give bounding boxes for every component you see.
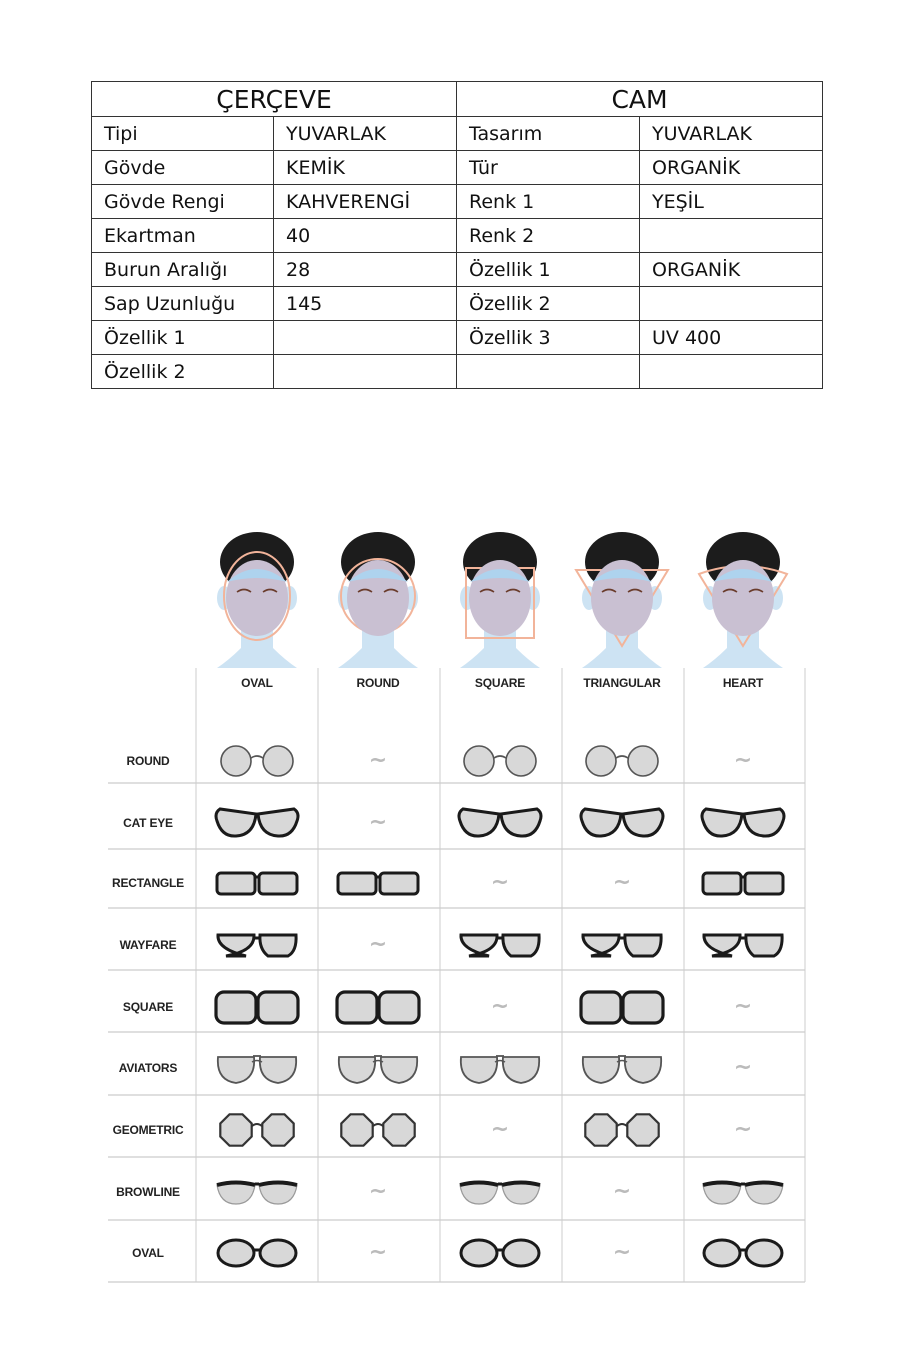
lens [263, 746, 293, 776]
lens [503, 1240, 539, 1266]
cateye-glasses-icon [581, 809, 663, 836]
not-suitable-mark: ~ [612, 1179, 632, 1204]
spec-row [92, 253, 823, 287]
frame-value-cell [274, 321, 457, 355]
lens [628, 746, 658, 776]
geometric-glasses-icon [585, 1114, 658, 1145]
not-suitable-mark: ~ [368, 1179, 388, 1204]
wayfare-glasses-icon [218, 935, 296, 956]
lens-value-cell: ORGANİK [640, 151, 823, 185]
frame-value-cell: KAHVERENGİ [274, 185, 457, 219]
not-suitable-mark: ~ [733, 994, 753, 1019]
not-suitable-mark: ~ [368, 1240, 388, 1265]
rectangle-glasses-icon [703, 873, 783, 894]
lens [258, 809, 298, 836]
row-label: CAT EYE [123, 816, 173, 830]
spec-row [92, 151, 823, 185]
lens [459, 809, 499, 836]
browline-glasses-icon [460, 1183, 540, 1205]
frame-label-cell: Sap Uzunluğu [92, 287, 274, 321]
lens [586, 746, 616, 776]
lens [461, 935, 497, 956]
not-suitable-mark: ~ [368, 810, 388, 835]
lens-label-cell: Özellik 2 [457, 287, 640, 321]
lens [216, 809, 256, 836]
frame-style-row [127, 746, 753, 776]
lens [259, 1184, 297, 1205]
oval-face-illustration [217, 532, 297, 668]
column-label: OVAL [241, 676, 273, 690]
not-suitable-mark: ~ [490, 870, 510, 895]
not-suitable-mark: ~ [490, 1117, 510, 1142]
frame-value-cell: 28 [274, 253, 457, 287]
lens-label-cell: Tür [457, 151, 640, 185]
round-glasses-icon [221, 746, 293, 776]
lens-label-cell [457, 355, 640, 389]
column-label: ROUND [356, 676, 400, 690]
row-label: RECTANGLE [112, 876, 184, 890]
lens [744, 809, 784, 836]
lens [581, 992, 621, 1023]
browline-glasses-icon [217, 1183, 297, 1205]
round-glasses-icon [464, 746, 536, 776]
not-suitable-mark: ~ [733, 748, 753, 773]
frame-value-cell: YUVARLAK [274, 117, 457, 151]
lens [506, 746, 536, 776]
face-shape-frame-guide-svg [0, 520, 900, 1300]
cateye-glasses-icon [216, 809, 298, 836]
lens [383, 1114, 414, 1145]
lens-label-cell: Tasarım [457, 117, 640, 151]
lens [745, 1184, 783, 1205]
square-glasses-icon [337, 992, 419, 1023]
lens [262, 1114, 293, 1145]
spec-table [91, 81, 823, 389]
lens [501, 809, 541, 836]
wayfare-glasses-icon [704, 935, 782, 956]
lens [583, 935, 619, 956]
frame-value-cell: 40 [274, 219, 457, 253]
not-suitable-mark: ~ [490, 994, 510, 1019]
lens [461, 1057, 497, 1083]
lens [260, 1057, 296, 1083]
lens [337, 992, 377, 1023]
lens-value-cell [640, 219, 823, 253]
lens [623, 992, 663, 1023]
bridge [251, 756, 263, 758]
lens [218, 1057, 254, 1083]
lens [704, 935, 740, 956]
lens [220, 1114, 251, 1145]
not-suitable-mark: ~ [733, 1117, 753, 1142]
frame-value-cell [274, 355, 457, 389]
frame-style-row [119, 1055, 752, 1083]
spec-row [92, 117, 823, 151]
row-label: WAYFARE [119, 938, 177, 952]
frame-style-row [123, 809, 784, 836]
geometric-glasses-icon [220, 1114, 293, 1145]
aviator-glasses-icon [461, 1056, 539, 1083]
bridge [495, 1061, 505, 1063]
bridge [252, 1124, 262, 1126]
bridge [617, 1124, 627, 1126]
lens [217, 873, 255, 894]
face-shape-frame-guide [0, 520, 900, 1300]
wayfare-glasses-icon [461, 935, 539, 956]
geometric-glasses-icon [341, 1114, 414, 1145]
frame-value-cell: KEMİK [274, 151, 457, 185]
lens [746, 935, 782, 956]
aviator-glasses-icon [583, 1056, 661, 1083]
square-glasses-icon [581, 992, 663, 1023]
square-face-illustration [460, 532, 540, 668]
spec-row [92, 185, 823, 219]
lens [381, 1057, 417, 1083]
lens-label-cell: Renk 1 [457, 185, 640, 219]
lens [259, 873, 297, 894]
lens-value-cell [640, 355, 823, 389]
spec-row [92, 355, 823, 389]
lens [746, 1240, 782, 1266]
frame-value-cell: 145 [274, 287, 457, 321]
lens [581, 809, 621, 836]
oval-glasses-icon [704, 1240, 782, 1266]
lens [745, 873, 783, 894]
lens [627, 1114, 658, 1145]
frame-style-row [123, 992, 752, 1023]
row-label: GEOMETRIC [112, 1123, 184, 1137]
lens [218, 1240, 254, 1266]
not-suitable-mark: ~ [733, 1055, 753, 1080]
bridge [616, 756, 628, 758]
triangular-face-illustration [576, 532, 668, 668]
lens [379, 992, 419, 1023]
lens [503, 935, 539, 956]
lens [216, 992, 256, 1023]
column-label: HEART [722, 676, 764, 690]
aviator-glasses-icon [218, 1056, 296, 1083]
bridge [373, 1061, 383, 1063]
not-suitable-mark: ~ [368, 748, 388, 773]
lens [503, 1057, 539, 1083]
lens-value-cell: YUVARLAK [640, 117, 823, 151]
rectangle-glasses-icon [217, 873, 297, 894]
spec-row [92, 321, 823, 355]
lens [258, 992, 298, 1023]
lens [461, 1240, 497, 1266]
lens-value-cell [640, 287, 823, 321]
cateye-glasses-icon [459, 809, 541, 836]
lens-value-cell: ORGANİK [640, 253, 823, 287]
lens-value-cell: YEŞİL [640, 185, 823, 219]
frame-style-row [116, 1179, 783, 1204]
row-label: ROUND [126, 754, 170, 768]
heart-face-illustration [699, 532, 787, 668]
round-face-illustration [338, 532, 418, 668]
bridge [494, 756, 506, 758]
rectangle-glasses-icon [338, 873, 418, 894]
row-label: OVAL [132, 1246, 164, 1260]
bridge [252, 1061, 262, 1063]
row-label: AVIATORS [118, 1061, 178, 1075]
frame-label-cell: Burun Aralığı [92, 253, 274, 287]
spec-row [92, 219, 823, 253]
lens-value-cell: UV 400 [640, 321, 823, 355]
frame-label-cell: Özellik 2 [92, 355, 274, 389]
oval-glasses-icon [218, 1240, 296, 1266]
lens [623, 809, 663, 836]
lens [585, 1114, 616, 1145]
frame-label-cell: Tipi [92, 117, 274, 151]
lens [704, 1240, 740, 1266]
frame-style-row [132, 1240, 782, 1266]
frame-label-cell: Gövde Rengi [92, 185, 274, 219]
frame-style-row [113, 1114, 753, 1145]
spec-header-row [92, 82, 823, 117]
not-suitable-mark: ~ [368, 932, 388, 957]
lens [502, 1184, 540, 1205]
row-label: BROWLINE [116, 1185, 180, 1199]
browline-glasses-icon [703, 1183, 783, 1205]
lens [221, 746, 251, 776]
not-suitable-mark: ~ [612, 1240, 632, 1265]
square-glasses-icon [216, 992, 298, 1023]
frame-label-cell: Gövde [92, 151, 274, 185]
column-label: TRIANGULAR [583, 676, 661, 690]
lens [217, 1184, 255, 1205]
lens [260, 1240, 296, 1266]
not-suitable-mark: ~ [612, 870, 632, 895]
aviator-glasses-icon [339, 1056, 417, 1083]
lens [625, 935, 661, 956]
lens [460, 1184, 498, 1205]
frame-style-row [112, 870, 783, 895]
frame-label-cell: Özellik 1 [92, 321, 274, 355]
spec-row [92, 287, 823, 321]
cateye-glasses-icon [702, 809, 784, 836]
lens [464, 746, 494, 776]
lens-label-cell: Özellik 1 [457, 253, 640, 287]
bridge [617, 1061, 627, 1063]
lens [583, 1057, 619, 1083]
round-glasses-icon [586, 746, 658, 776]
lens-header: CAM [457, 82, 823, 117]
lens [260, 935, 296, 956]
lens [703, 1184, 741, 1205]
lens [625, 1057, 661, 1083]
lens [339, 1057, 375, 1083]
oval-glasses-icon [461, 1240, 539, 1266]
lens-label-cell: Özellik 3 [457, 321, 640, 355]
frame-header: ÇERÇEVE [92, 82, 457, 117]
row-label: SQUARE [122, 1000, 174, 1014]
lens [380, 873, 418, 894]
frame-label-cell: Ekartman [92, 219, 274, 253]
lens [218, 935, 254, 956]
lens [703, 873, 741, 894]
lens [702, 809, 742, 836]
wayfare-glasses-icon [583, 935, 661, 956]
lens [338, 873, 376, 894]
frame-style-row [120, 932, 783, 957]
lens-label-cell: Renk 2 [457, 219, 640, 253]
column-label: SQUARE [474, 676, 526, 690]
lens [341, 1114, 372, 1145]
bridge [373, 1124, 383, 1126]
